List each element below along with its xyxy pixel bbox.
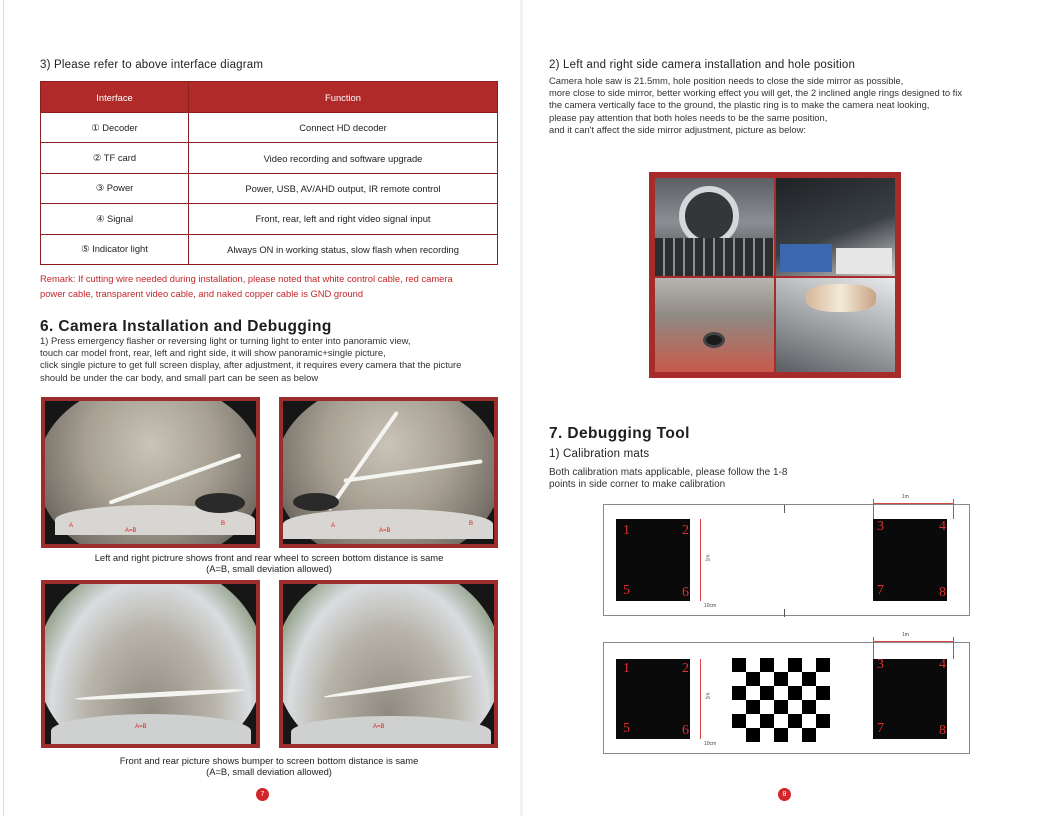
table-cell-function: Power, USB, AV/AHD output, IR remote control [189,173,498,203]
left-page [0,0,520,816]
table-cell-function: Front, rear, left and right video signal input [189,204,498,234]
interface-table [40,81,498,265]
calibration-mat-checkerboard [603,632,970,754]
remark-note [40,271,510,302]
car-logo-icon [679,186,739,246]
point-number: 1 [623,661,630,676]
remark-line: power cable, transparent video cable, and naked copper cable is GND ground [40,288,364,300]
point-number: 7 [877,583,884,598]
calibration-mat-plain [603,494,970,616]
table-row [41,113,498,143]
paragraph-line: should be under the car body, and small part can be seen as below [40,371,319,383]
caption-front-rear [40,755,498,777]
page-number: 7 [256,788,269,801]
paragraph-line: the camera vertically face to the ground, the plastic ring is to make the camera neat looking, [549,99,930,111]
table-row [41,143,498,173]
scale-label-1m: 1m [902,494,909,500]
table-cell-interface: ③ Power [41,173,189,203]
table-header-interface: Interface [41,82,189,113]
point-number: 4 [939,657,946,672]
fisheye-image [45,401,256,544]
table-cell-interface: ② TF card [41,143,189,173]
table-row [41,173,498,203]
table-cell-interface: ⑤ Indicator light [41,234,189,264]
section-6-text [40,335,515,384]
car-grille-photo [655,178,774,276]
table-row [41,234,498,264]
section-7-title: 7. Debugging Tool [549,425,690,442]
front-camera-photo [41,580,260,748]
point-number: 8 [939,723,946,738]
point-number: 7 [877,721,884,736]
scale-label-1m: 1m [705,554,712,562]
distance-label-ab: A=B [125,528,137,534]
scale-label-1m: 1m [902,632,909,638]
remark-line: Remark: If cutting wire needed during installation, please noted that white control cable, red camera [40,273,453,284]
paragraph-line: 1) Press emergency flasher or reversing light or turning light to enter into panoramic view, [40,335,411,346]
hole-position-text [549,75,1019,136]
table-cell-interface: ④ Signal [41,204,189,234]
checkerboard-pattern [732,658,830,742]
page-fold [520,0,523,816]
fisheye-image [283,401,494,544]
right-camera-photo [279,397,498,548]
paragraph-line: click single picture to get full screen display, after adjustment, it requires every camera that the picture [40,359,462,371]
paragraph-line: touch car model front, rear, left and right side, it will show panoramic+single picture, [40,347,386,359]
point-number: 4 [939,519,946,534]
paragraph-line: more close to side mirror, better working effect you will get, the 2 inclined angle rings designed to fix [549,87,963,99]
scale-label-10cm: 10cm [704,603,717,609]
camera-lens-icon [703,332,725,348]
calibration-square-right [873,659,947,739]
page-number: 8 [778,788,791,801]
left-camera-photo [41,397,260,548]
distance-label-b: B [469,521,474,527]
caption-line: (A=B, small deviation allowed) [206,563,332,574]
point-number: 3 [877,657,884,672]
point-number: 2 [682,661,689,676]
table-header-row [41,82,498,113]
caption-line: Front and rear picture shows bumper to screen bottom distance is same [119,755,419,766]
caption-side-cameras [40,552,498,574]
installation-photo-collage [649,172,901,378]
paragraph-line: Camera hole saw is 21.5mm, hole position needs to close the side mirror as possible, [549,75,904,86]
table-cell-interface: ① Decoder [41,113,189,143]
paragraph-line: Both calibration mats applicable, please follow the 1-8 [549,467,788,478]
caption-line: Left and right pictrure shows front and rear wheel to screen bottom distance is same [94,552,444,563]
calibration-heading: 1) Calibration mats [549,448,650,460]
fisheye-image [283,584,494,744]
scale-label-10cm: 10cm [704,741,717,747]
paragraph-line: please pay attention that both holes needs to be the same position, [549,111,828,123]
scale-label-1m: 1m [705,692,712,700]
table-row [41,204,498,234]
fisheye-image [45,584,256,744]
point-number: 8 [939,585,946,600]
turn-signal-photo [776,278,895,372]
point-number: 2 [682,523,689,538]
plate-area-photo [776,178,895,276]
section-6-title: 6. Camera Installation and Debugging [40,318,332,335]
paragraph-line: and it can't affect the side mirror adjustment, picture as below: [549,123,806,135]
table-cell-function: Connect HD decoder [189,113,498,143]
point-number: 5 [623,583,630,598]
distance-label-a: A [331,523,336,529]
hole-position-heading: 2) Left and right side camera installation and hole position [549,59,856,71]
point-number: 6 [682,723,689,738]
interface-heading: 3) Please refer to above interface diagram [40,59,264,71]
distance-label-ab: A=B [135,724,147,730]
table-cell-function: Video recording and software upgrade [189,143,498,173]
distance-label-ab: A=B [373,724,385,730]
paragraph-line: points in side corner to make calibration [549,479,726,491]
point-number: 6 [682,585,689,600]
calibration-square-right [873,519,947,601]
caption-line: (A=B, small deviation allowed) [206,766,332,777]
point-number: 1 [623,523,630,538]
distance-label-ab: A=B [379,528,391,534]
side-mirror-camera-photo [655,278,774,372]
table-cell-function: Always ON in working status, slow flash when recording [189,234,498,264]
point-number: 5 [623,721,630,736]
point-number: 3 [877,519,884,534]
distance-label-a: A [69,523,74,529]
distance-label-b: B [221,521,226,527]
calibration-text [549,467,849,491]
table-header-function: Function [189,82,498,113]
rear-camera-photo [279,580,498,748]
